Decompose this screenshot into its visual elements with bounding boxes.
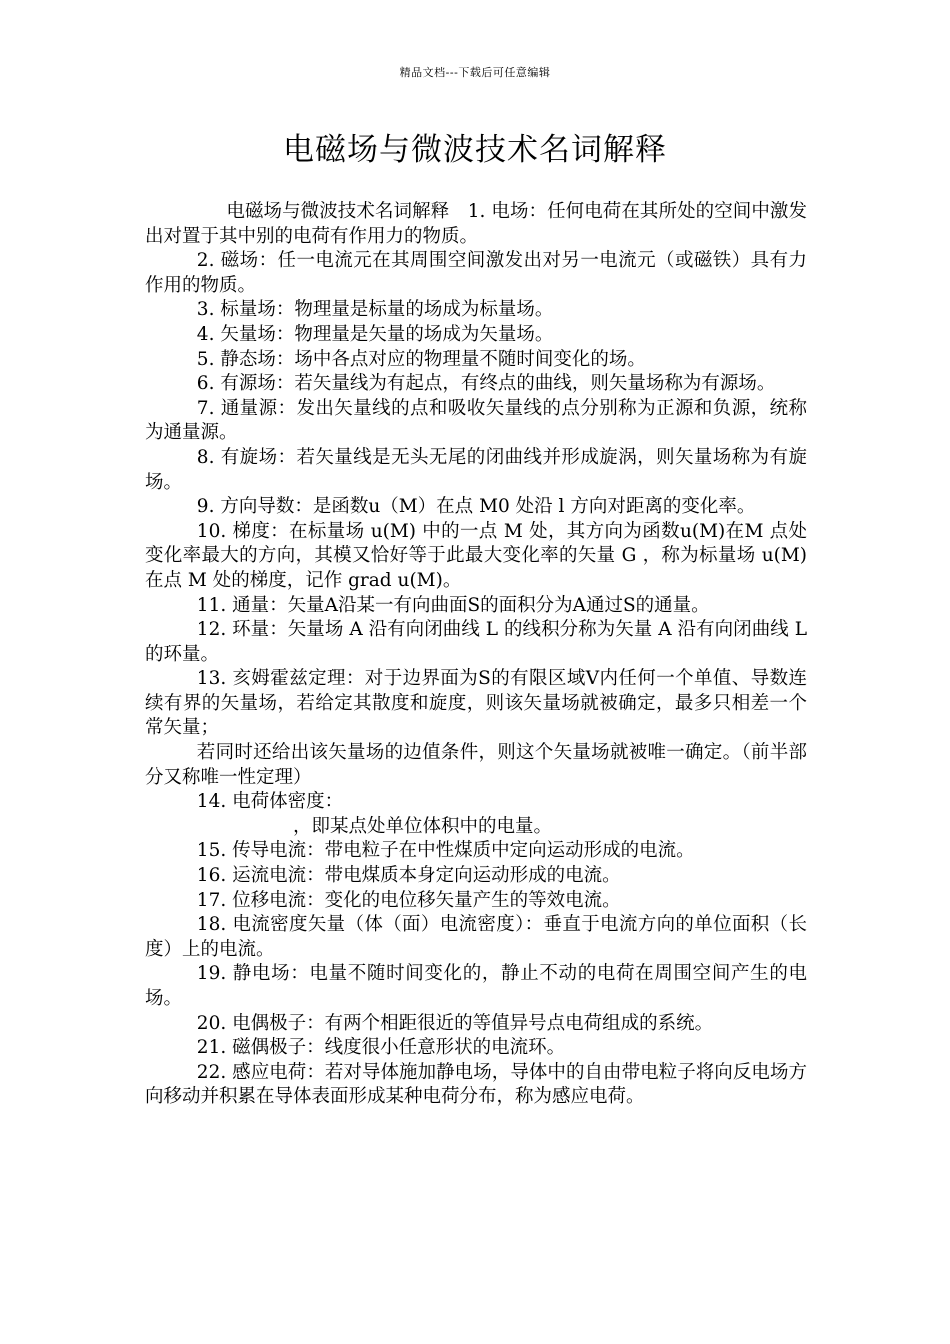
paragraph-13-continued: 若同时还给出该矢量场的边值条件，则这个矢量场就被唯一确定。（前半部分又称唯一性定理） <box>145 742 807 788</box>
paragraph-22: 22. 感应电荷：若对导体施加静电场，导体中的自由带电粒子将向反电场方向移动并积累在导体表面形成某种电荷分布，称为感应电荷。 <box>145 1061 807 1108</box>
paragraph-11: 11. 通量：矢量A沿某一有向曲面S的面积分为A通过S的通量。 <box>196 594 710 616</box>
paragraph-14-continued: ，即某点处单位体积中的电量。 <box>293 815 553 837</box>
paragraph-21: 21. 磁偶极子：线度很小任意形状的电流环。 <box>196 1037 566 1059</box>
paragraph-12: 12. 环量：矢量场 A 沿有向闭曲线 L 的线积分称为矢量 A 沿有向闭曲线 L 的环量。 <box>145 619 807 665</box>
paragraph-20: 20. 电偶极子：有两个相距很近的等值异号点电荷组成的系统。 <box>196 1012 714 1034</box>
paragraph-8: 8. 有旋场：若矢量线是无头无尾的闭曲线并形成旋涡，则矢量场称为有旋场。 <box>145 446 807 493</box>
paragraph-9: 9. 方向导数：是函数u（M）在点 M0 处沿 l 方向对距离的变化率。 <box>196 496 756 518</box>
paragraph-3: 3. 标量场：物理量是标量的场成为标量场。 <box>196 299 554 321</box>
document-title: 电磁场与微波技术名词解释 <box>283 132 667 168</box>
paragraph-19: 19. 静电场：电量不随时间变化的，静止不动的电荷在周围空间产生的电场。 <box>145 963 807 1009</box>
paragraph-4: 4. 矢量场：物理量是矢量的场成为矢量场。 <box>196 323 554 345</box>
paragraph-7: 7. 通量源：发出矢量线的点和吸收矢量线的点分别称为正源和负源，统称为通量源。 <box>145 397 807 444</box>
paragraph-17: 17. 位移电流：变化的电位移矢量产生的等效电流。 <box>196 889 621 911</box>
paragraph-15: 15. 传导电流：带电粒子在中性煤质中定向运动形成的电流。 <box>196 840 695 862</box>
paragraph-10: 10. 梯度：在标量场 u(M) 中的一点 M 处，其方向为函数u(M)在M 点处变化率最大的方向，其模又恰好等于此最大变化率的矢量 G ，称为标量场 u(M) 在点 M 处的梯度，记作 grad u(M)。 <box>145 520 807 591</box>
document-body <box>145 200 807 1110</box>
header-note: 精品文档---下载后可任意编辑 <box>399 66 551 79</box>
paragraph-16: 16. 运流电流：带电煤质本身定向运动形成的电流。 <box>196 865 621 887</box>
paragraph-2: 2. 磁场：任一电流元在其周围空间激发出对另一电流元（或磁铁）具有力作用的物质。 <box>145 250 807 296</box>
paragraph-14: 14. 电荷体密度： <box>196 791 344 813</box>
paragraph-18: 18. 电流密度矢量（体（面）电流密度）：垂直于电流方向的单位面积（长度）上的电流。 <box>145 914 807 960</box>
paragraph-5: 5. 静态场：场中各点对应的物理量不随时间变化的场。 <box>196 348 646 370</box>
paragraph-6: 6. 有源场：若矢量线为有起点，有终点的曲线，则矢量场称为有源场。 <box>196 373 776 395</box>
paragraph-13: 13. 亥姆霍兹定理：对于边界面为S的有限区域V内任何一个单值、导数连续有界的矢量场，若给定其散度和旋度，则该矢量场就被确定，最多只相差一个常矢量； <box>145 668 807 739</box>
paragraph-1: 电磁场与微波技术名词解释 1. 电场：任何电荷在其所处的空间中激发出对置于其中别的电荷有作用力的物质。 <box>145 201 807 247</box>
